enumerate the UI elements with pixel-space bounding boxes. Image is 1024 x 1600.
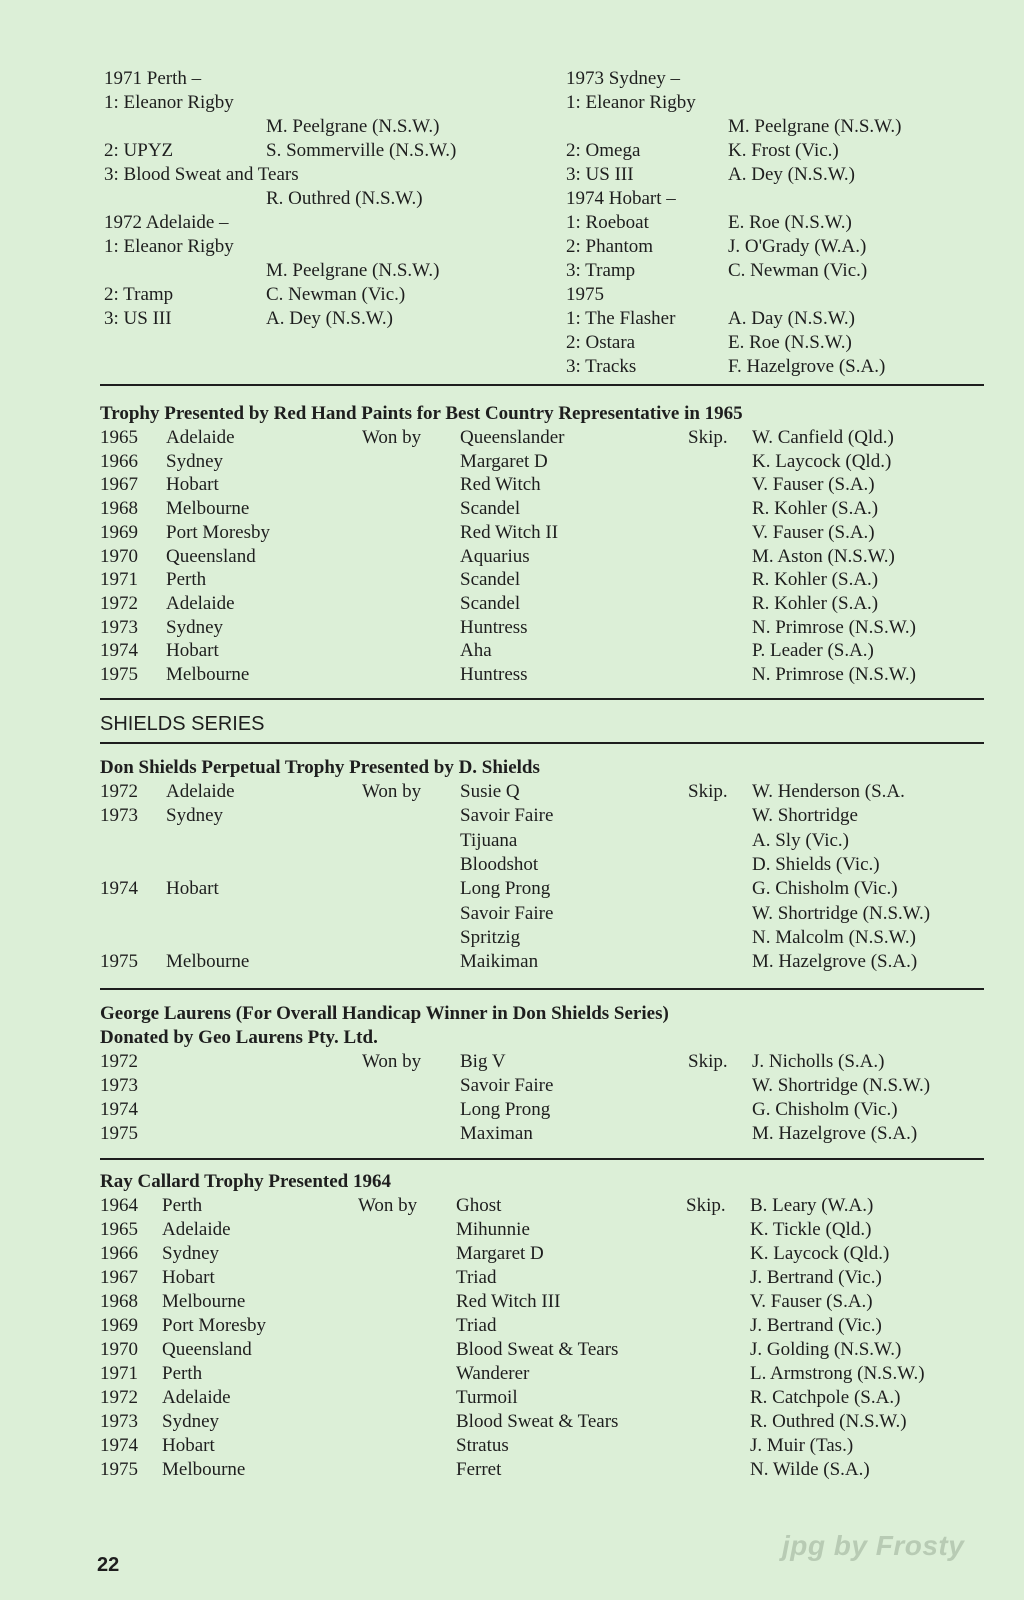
result-line: 3: Tracks [566,356,637,377]
result-line: 2: Omega [566,140,641,161]
row-skipper: M. Hazelgrove (S.A.) [752,951,918,973]
won-by-label: Won by [362,1051,422,1072]
result-line: M. Peelgrane (N.S.W.) [266,260,440,281]
row-boat: Ferret [456,1459,502,1480]
row-place: Hobart [166,878,219,900]
result-line: 1971 Perth – [104,68,202,89]
row-year: 1975 [100,1459,138,1480]
result-line: 1: Eleanor Rigby [104,92,234,113]
row-boat: Spritzig [460,926,521,948]
result-line: 2: Ostara [566,332,636,353]
result-line: C. Newman (Vic.) [728,260,868,281]
result-line: C. Newman (Vic.) [266,284,406,305]
row-place: Melbourne [162,1291,246,1312]
row-year: 1967 [100,1267,138,1288]
result-line: 2: UPYZ [104,140,174,161]
row-boat: Wanderer [456,1363,530,1384]
row-place: Melbourne [166,664,250,685]
row-place: Perth [166,569,207,591]
section-title: Donated by Geo Laurens Pty. Ltd. [100,1027,378,1048]
result-line: 1: Eleanor Rigby [566,92,696,113]
row-skipper: W. Shortridge (N.S.W.) [752,902,931,924]
row-skipper: M. Aston (N.S.W.) [752,545,895,567]
row-year: 1972 [100,592,138,614]
row-skipper: P. Leader (S.A.) [752,640,874,662]
row-place: Perth [162,1363,203,1384]
row-skipper: L. Armstrong (N.S.W.) [750,1363,925,1384]
row-place: Sydney [166,450,223,472]
row-place: Port Moresby [162,1315,266,1336]
row-boat: Long Prong [460,878,551,900]
row-year: 1975 [100,664,138,685]
row-year: 1972 [100,1051,138,1072]
row-year: 1965 [100,427,138,448]
result-line: 1: Roeboat [566,212,649,233]
row-place: Hobart [166,474,219,496]
row-skipper: V. Fauser (S.A.) [752,474,875,496]
row-place: Sydney [162,1411,219,1432]
row-boat: Tijuana [460,829,518,851]
row-skipper: R. Kohler (S.A.) [752,592,879,614]
section-divider [100,384,984,386]
result-line: 3: US III [104,308,172,329]
row-year: 1967 [100,474,138,496]
row-boat: Huntress [460,616,528,638]
row-year: 1973 [100,616,138,638]
result-line: M. Peelgrane (N.S.W.) [266,116,440,137]
row-boat: Scandel [460,498,521,520]
row-boat: Blood Sweat & Tears [456,1411,619,1432]
section-divider [100,698,984,700]
row-year: 1972 [100,1387,138,1408]
row-skipper: N. Wilde (S.A.) [750,1459,870,1480]
result-line: 1973 Sydney – [566,68,680,89]
won-by-label: Won by [358,1195,418,1216]
result-line: 1: Eleanor Rigby [104,236,234,257]
row-boat: Maikiman [460,951,539,973]
row-place: Adelaide [166,592,235,614]
row-year: 1972 [100,781,138,802]
row-skipper: W. Henderson (S.A. [752,781,905,802]
row-skipper: B. Leary (W.A.) [750,1195,874,1216]
row-skipper: V. Fauser (S.A.) [750,1291,873,1312]
row-skipper: R. Kohler (S.A.) [752,498,879,520]
row-boat: Mihunnie [456,1219,530,1240]
result-line: F. Hazelgrove (S.A.) [728,356,886,377]
row-boat: Turmoil [456,1387,518,1408]
row-boat: Huntress [460,664,528,685]
result-line: 1974 Hobart – [566,188,676,209]
row-boat: Susie Q [460,781,520,802]
row-year: 1969 [100,1315,138,1336]
row-skipper: J. Nicholls (S.A.) [752,1051,885,1072]
skip-label: Skip. [686,1195,726,1216]
row-boat: Aquarius [460,545,530,567]
won-by-label: Won by [362,427,422,448]
result-line: R. Outhred (N.S.W.) [266,188,423,209]
row-year: 1974 [100,1099,138,1120]
row-place: Adelaide [166,427,235,448]
result-line: J. O'Grady (W.A.) [728,236,867,257]
row-boat: Triad [456,1267,497,1288]
won-by-label: Won by [362,781,422,802]
result-line: M. Peelgrane (N.S.W.) [728,116,902,137]
row-place: Adelaide [162,1387,231,1408]
row-skipper: J. Bertrand (Vic.) [750,1267,882,1288]
row-year: 1973 [100,805,138,827]
row-skipper: J. Golding (N.S.W.) [750,1339,902,1360]
row-year: 1970 [100,545,138,567]
row-boat: Ghost [456,1195,502,1216]
row-place: Melbourne [162,1459,246,1480]
row-skipper: N. Primrose (N.S.W.) [752,664,916,685]
row-boat: Stratus [456,1435,509,1456]
row-boat: Savoir Faire [460,805,554,827]
row-boat: Big V [460,1051,506,1072]
row-skipper: V. Fauser (S.A.) [752,521,875,543]
row-place: Adelaide [166,781,235,802]
result-line: E. Roe (N.S.W.) [728,212,852,233]
row-boat: Savoir Faire [460,902,554,924]
row-boat: Blood Sweat & Tears [456,1339,619,1360]
row-year: 1970 [100,1339,138,1360]
result-line: 3: US III [566,164,634,185]
watermark: jpg by Frosty [782,1530,965,1561]
result-line: 1975 [566,284,604,305]
skip-label: Skip. [688,781,728,802]
row-skipper: N. Primrose (N.S.W.) [752,616,916,638]
row-skipper: G. Chisholm (Vic.) [752,1099,898,1120]
row-skipper: D. Shields (Vic.) [752,853,880,875]
section-title: George Laurens (For Overall Handicap Winner in Don Shields Series) [100,1003,669,1024]
row-boat: Margaret D [456,1243,544,1264]
row-place: Hobart [162,1267,215,1288]
row-place: Queensland [162,1339,252,1360]
row-year: 1964 [100,1195,138,1216]
page-number: 22 [97,1554,120,1576]
skip-label: Skip. [688,1051,728,1072]
row-place: Melbourne [166,951,250,973]
row-boat: Margaret D [460,450,548,472]
row-boat: Queenslander [460,427,565,448]
row-skipper: J. Bertrand (Vic.) [750,1315,882,1336]
section-divider [100,1158,984,1160]
skip-label: Skip. [688,427,728,448]
result-line: 3: Blood Sweat and Tears [104,164,299,185]
row-skipper: W. Canfield (Qld.) [752,427,894,448]
row-year: 1971 [100,1363,138,1384]
row-year: 1975 [100,1123,138,1144]
row-boat: Triad [456,1315,497,1336]
row-place: Sydney [162,1243,219,1264]
row-boat: Aha [460,640,492,662]
row-year: 1974 [100,1435,138,1456]
row-skipper: N. Malcolm (N.S.W.) [752,926,916,948]
row-boat: Red Witch III [456,1291,561,1312]
row-skipper: K. Laycock (Qld.) [752,450,892,472]
row-skipper: R. Outhred (N.S.W.) [750,1411,907,1432]
row-year: 1975 [100,951,138,973]
row-year: 1968 [100,498,138,520]
row-place: Queensland [166,545,256,567]
row-boat: Maximan [460,1123,533,1144]
row-skipper: K. Laycock (Qld.) [750,1243,890,1264]
section-divider [100,742,984,744]
row-skipper: G. Chisholm (Vic.) [752,878,898,900]
result-line: A. Day (N.S.W.) [728,308,856,329]
row-skipper: K. Tickle (Qld.) [750,1219,872,1240]
result-line: 1: The Flasher [566,308,676,329]
section-title: Ray Callard Trophy Presented 1964 [100,1171,391,1192]
result-line: 1972 Adelaide – [104,212,229,233]
row-place: Hobart [166,640,219,662]
row-skipper: W. Shortridge [752,805,858,827]
row-place: Adelaide [162,1219,231,1240]
result-line: A. Dey (N.S.W.) [266,308,394,329]
row-skipper: A. Sly (Vic.) [752,829,850,851]
row-year: 1966 [100,450,138,472]
result-line: 2: Phantom [566,236,654,257]
row-boat: Red Witch II [460,521,559,543]
row-boat: Scandel [460,569,521,591]
row-skipper: R. Catchpole (S.A.) [750,1387,901,1408]
row-place: Perth [162,1195,203,1216]
row-year: 1965 [100,1219,138,1240]
row-year: 1973 [100,1411,138,1432]
result-line: 3: Tramp [566,260,636,281]
section-divider [100,988,984,990]
row-place: Sydney [166,616,223,638]
row-boat: Scandel [460,592,521,614]
row-place: Sydney [166,805,223,827]
row-year: 1969 [100,521,138,543]
row-boat: Red Witch [460,474,541,496]
row-year: 1966 [100,1243,138,1264]
row-skipper: M. Hazelgrove (S.A.) [752,1123,918,1144]
row-place: Melbourne [166,498,250,520]
row-year: 1974 [100,640,138,662]
result-line: 2: Tramp [104,284,174,305]
row-boat: Savoir Faire [460,1075,554,1096]
row-boat: Bloodshot [460,853,539,875]
result-line: K. Frost (Vic.) [728,140,839,161]
result-line: A. Dey (N.S.W.) [728,164,856,185]
row-year: 1968 [100,1291,138,1312]
row-year: 1973 [100,1075,138,1096]
section-title: Don Shields Perpetual Trophy Presented by D. Shields [100,757,540,778]
section-title: Trophy Presented by Red Hand Paints for Best Country Representative in 1965 [100,403,743,424]
row-skipper: J. Muir (Tas.) [750,1435,854,1456]
row-skipper: W. Shortridge (N.S.W.) [752,1075,931,1096]
result-line: S. Sommerville (N.S.W.) [266,140,457,161]
result-line: E. Roe (N.S.W.) [728,332,852,353]
shields-series-heading: SHIELDS SERIES [100,713,265,735]
row-year: 1974 [100,878,138,900]
row-skipper: R. Kohler (S.A.) [752,569,879,591]
row-boat: Long Prong [460,1099,551,1120]
row-place: Port Moresby [166,521,270,543]
row-year: 1971 [100,569,138,591]
row-place: Hobart [162,1435,215,1456]
